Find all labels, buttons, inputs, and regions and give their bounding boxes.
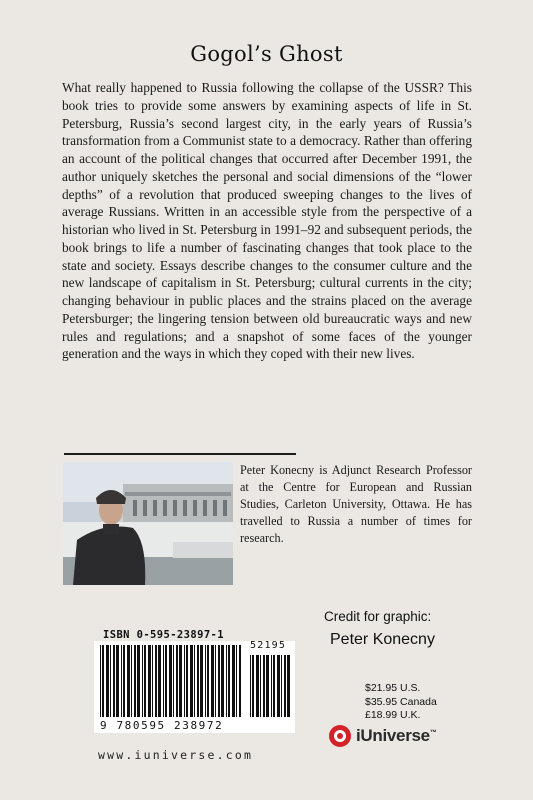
graphic-credit-label: Credit for graphic:: [324, 609, 432, 624]
book-description: What really happened to Russia following the collapse of the USSR? This book tries to provide some answers by examining aspects of life in St. Petersburg, Russia’s second largest city, in the early years of Russia’s transformation from a Communist state to a democracy. Rather than offering an account of the political changes that occurred after December 1991, the author uniquely sketches the personal and social dimensions of the “lower depths” of a revolution that produced sweeping changes to the lives of average Russians. Written in an accessible style from the perspective of a historian who lived in St. Petersburg in 1991–92 and subsequent periods, the book brings to life a number of fascinating changes that took place to the state and society. Essays describe changes to the consumer culture and the new landscape of capitalism in St. Petersburg; cultural currents in the city; changing behaviour in public places and the strains placed on the average Petersburger; the lingering tension between old bureaucratic ways and new rules and regulations; and a snapshot of some faces of the younger generation and the ways in which they coped with their new lives.: [62, 80, 472, 362]
isbn-text: ISBN 0-595-23897-1: [103, 629, 224, 641]
graphic-credit-name: Peter Konecny: [330, 631, 435, 648]
divider-rule: [64, 453, 296, 455]
author-photo: [63, 462, 233, 585]
book-title: Gogol’s Ghost: [190, 42, 343, 66]
publisher-name: iUniverse™: [356, 726, 437, 745]
price-uk: £18.99 U.K.: [365, 709, 421, 722]
price-us: $21.95 U.S.: [365, 682, 421, 694]
publisher-logo: [328, 723, 437, 749]
price-canada: $35.95 Canada: [365, 695, 437, 708]
author-bio: Peter Konecny is Adjunct Research Professor at the Centre for European and Russian Studies, Carleton University, Ottawa. He has travelled to Russia a number of times for research.: [240, 463, 472, 546]
iuniverse-logo-icon: [328, 724, 352, 748]
ean-digits: 9 780595 238972: [100, 719, 224, 732]
publisher-website: www.iuniverse.com: [98, 748, 254, 762]
supplement-code: 52195: [250, 640, 287, 651]
author-photo-image: [63, 462, 233, 585]
price-list: [365, 682, 437, 723]
